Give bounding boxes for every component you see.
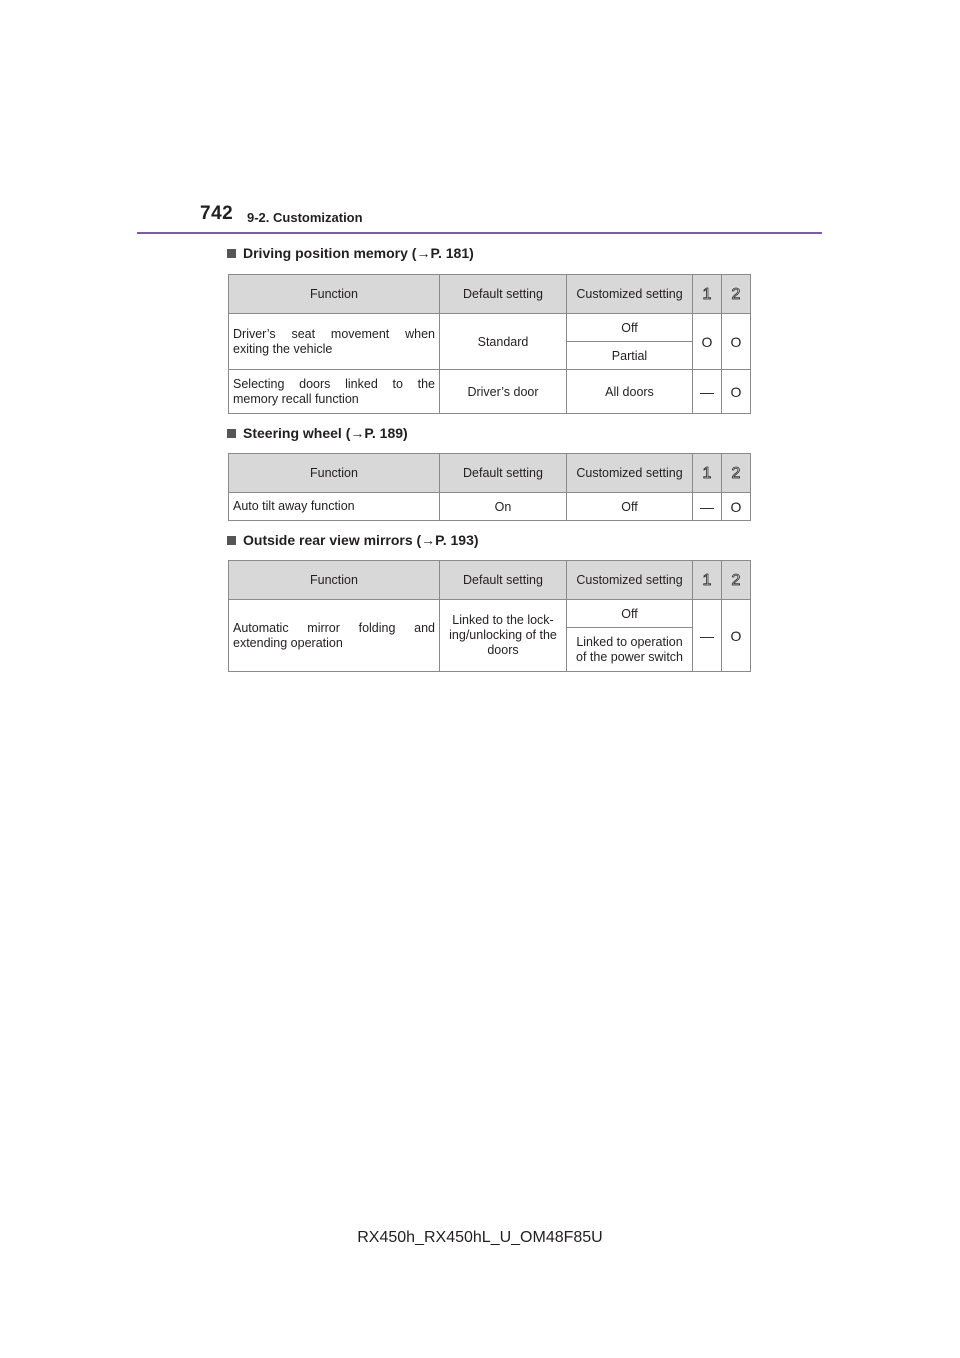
- table-header-row: [229, 454, 751, 493]
- svg-text:1: 1: [702, 285, 712, 302]
- numeral-1-icon: [700, 284, 714, 302]
- table-header-row: [229, 561, 751, 600]
- header-col-2: [722, 561, 751, 600]
- table-row: [229, 314, 751, 342]
- table-row: [229, 370, 751, 414]
- footer-document-code: RX450h_RX450hL_U_OM48F85U: [357, 1229, 603, 1246]
- numeral-1-icon: [700, 570, 714, 588]
- svg-text:1: 1: [702, 464, 712, 481]
- customized-cell: Off: [567, 314, 693, 342]
- table-header-row: [229, 275, 751, 314]
- square-bullet-icon: [227, 536, 236, 545]
- header-function: Function: [229, 454, 440, 493]
- default-cell: On: [440, 493, 567, 521]
- page-number: 742: [200, 203, 234, 224]
- square-bullet-icon: [227, 429, 236, 438]
- header-default-setting: Default setting: [440, 454, 567, 493]
- numeral-2-icon: [729, 570, 743, 588]
- function-cell: Auto tilt away function: [229, 493, 440, 521]
- function-cell: Selecting doors linked to the memory recall function: [229, 370, 440, 414]
- header-function: Function: [229, 561, 440, 600]
- col-1-mark: —: [693, 600, 722, 672]
- default-cell: Linked to the lock-ing/unlocking of the doors: [440, 600, 567, 672]
- col-1-mark: —: [693, 493, 722, 521]
- col-1-mark: —: [693, 370, 722, 414]
- header-col-1: [693, 454, 722, 493]
- driving-position-memory-table: [228, 274, 751, 414]
- customized-cell: Off: [567, 493, 693, 521]
- col-2-mark: O: [722, 314, 751, 370]
- table-row: [229, 600, 751, 628]
- heading-text: Outside rear view mirrors (→P. 193): [243, 532, 479, 548]
- heading-text: Driving position memory (→P. 181): [243, 245, 474, 261]
- steering-wheel-table: [228, 453, 751, 521]
- heading-text: Steering wheel (→P. 189): [243, 425, 408, 441]
- header-col-1: [693, 275, 722, 314]
- svg-text:2: 2: [731, 285, 741, 302]
- heading-outside-rear-view-mirrors: [227, 532, 479, 548]
- col-2-mark: O: [722, 493, 751, 521]
- numeral-2-icon: [729, 463, 743, 481]
- outside-rear-view-mirrors-table: [228, 560, 751, 672]
- header-rule: [137, 232, 822, 234]
- function-cell: Automatic mirror folding and extending operation: [229, 600, 440, 672]
- heading-driving-position-memory: [227, 245, 474, 261]
- header-customized-setting: Customized setting: [567, 454, 693, 493]
- header-default-setting: Default setting: [440, 275, 567, 314]
- svg-text:2: 2: [731, 571, 741, 588]
- customized-cell: Partial: [567, 342, 693, 370]
- square-bullet-icon: [227, 249, 236, 258]
- table-row: [229, 493, 751, 521]
- header-customized-setting: Customized setting: [567, 561, 693, 600]
- section-title: 9-2. Customization: [247, 210, 363, 225]
- header-col-1: [693, 561, 722, 600]
- svg-text:2: 2: [731, 464, 741, 481]
- header-customized-setting: Customized setting: [567, 275, 693, 314]
- header-col-2: [722, 275, 751, 314]
- default-cell: Driver’s door: [440, 370, 567, 414]
- numeral-2-icon: [729, 284, 743, 302]
- svg-text:1: 1: [702, 571, 712, 588]
- default-cell: Standard: [440, 314, 567, 370]
- customized-cell: Linked to operation of the power switch: [567, 628, 693, 672]
- customized-cell: Off: [567, 600, 693, 628]
- col-1-mark: O: [693, 314, 722, 370]
- col-2-mark: O: [722, 370, 751, 414]
- customized-cell: All doors: [567, 370, 693, 414]
- heading-steering-wheel: [227, 425, 408, 441]
- header-col-2: [722, 454, 751, 493]
- numeral-1-icon: [700, 463, 714, 481]
- header-function: Function: [229, 275, 440, 314]
- function-cell: Driver’s seat movement when exiting the vehicle: [229, 314, 440, 370]
- col-2-mark: O: [722, 600, 751, 672]
- header-default-setting: Default setting: [440, 561, 567, 600]
